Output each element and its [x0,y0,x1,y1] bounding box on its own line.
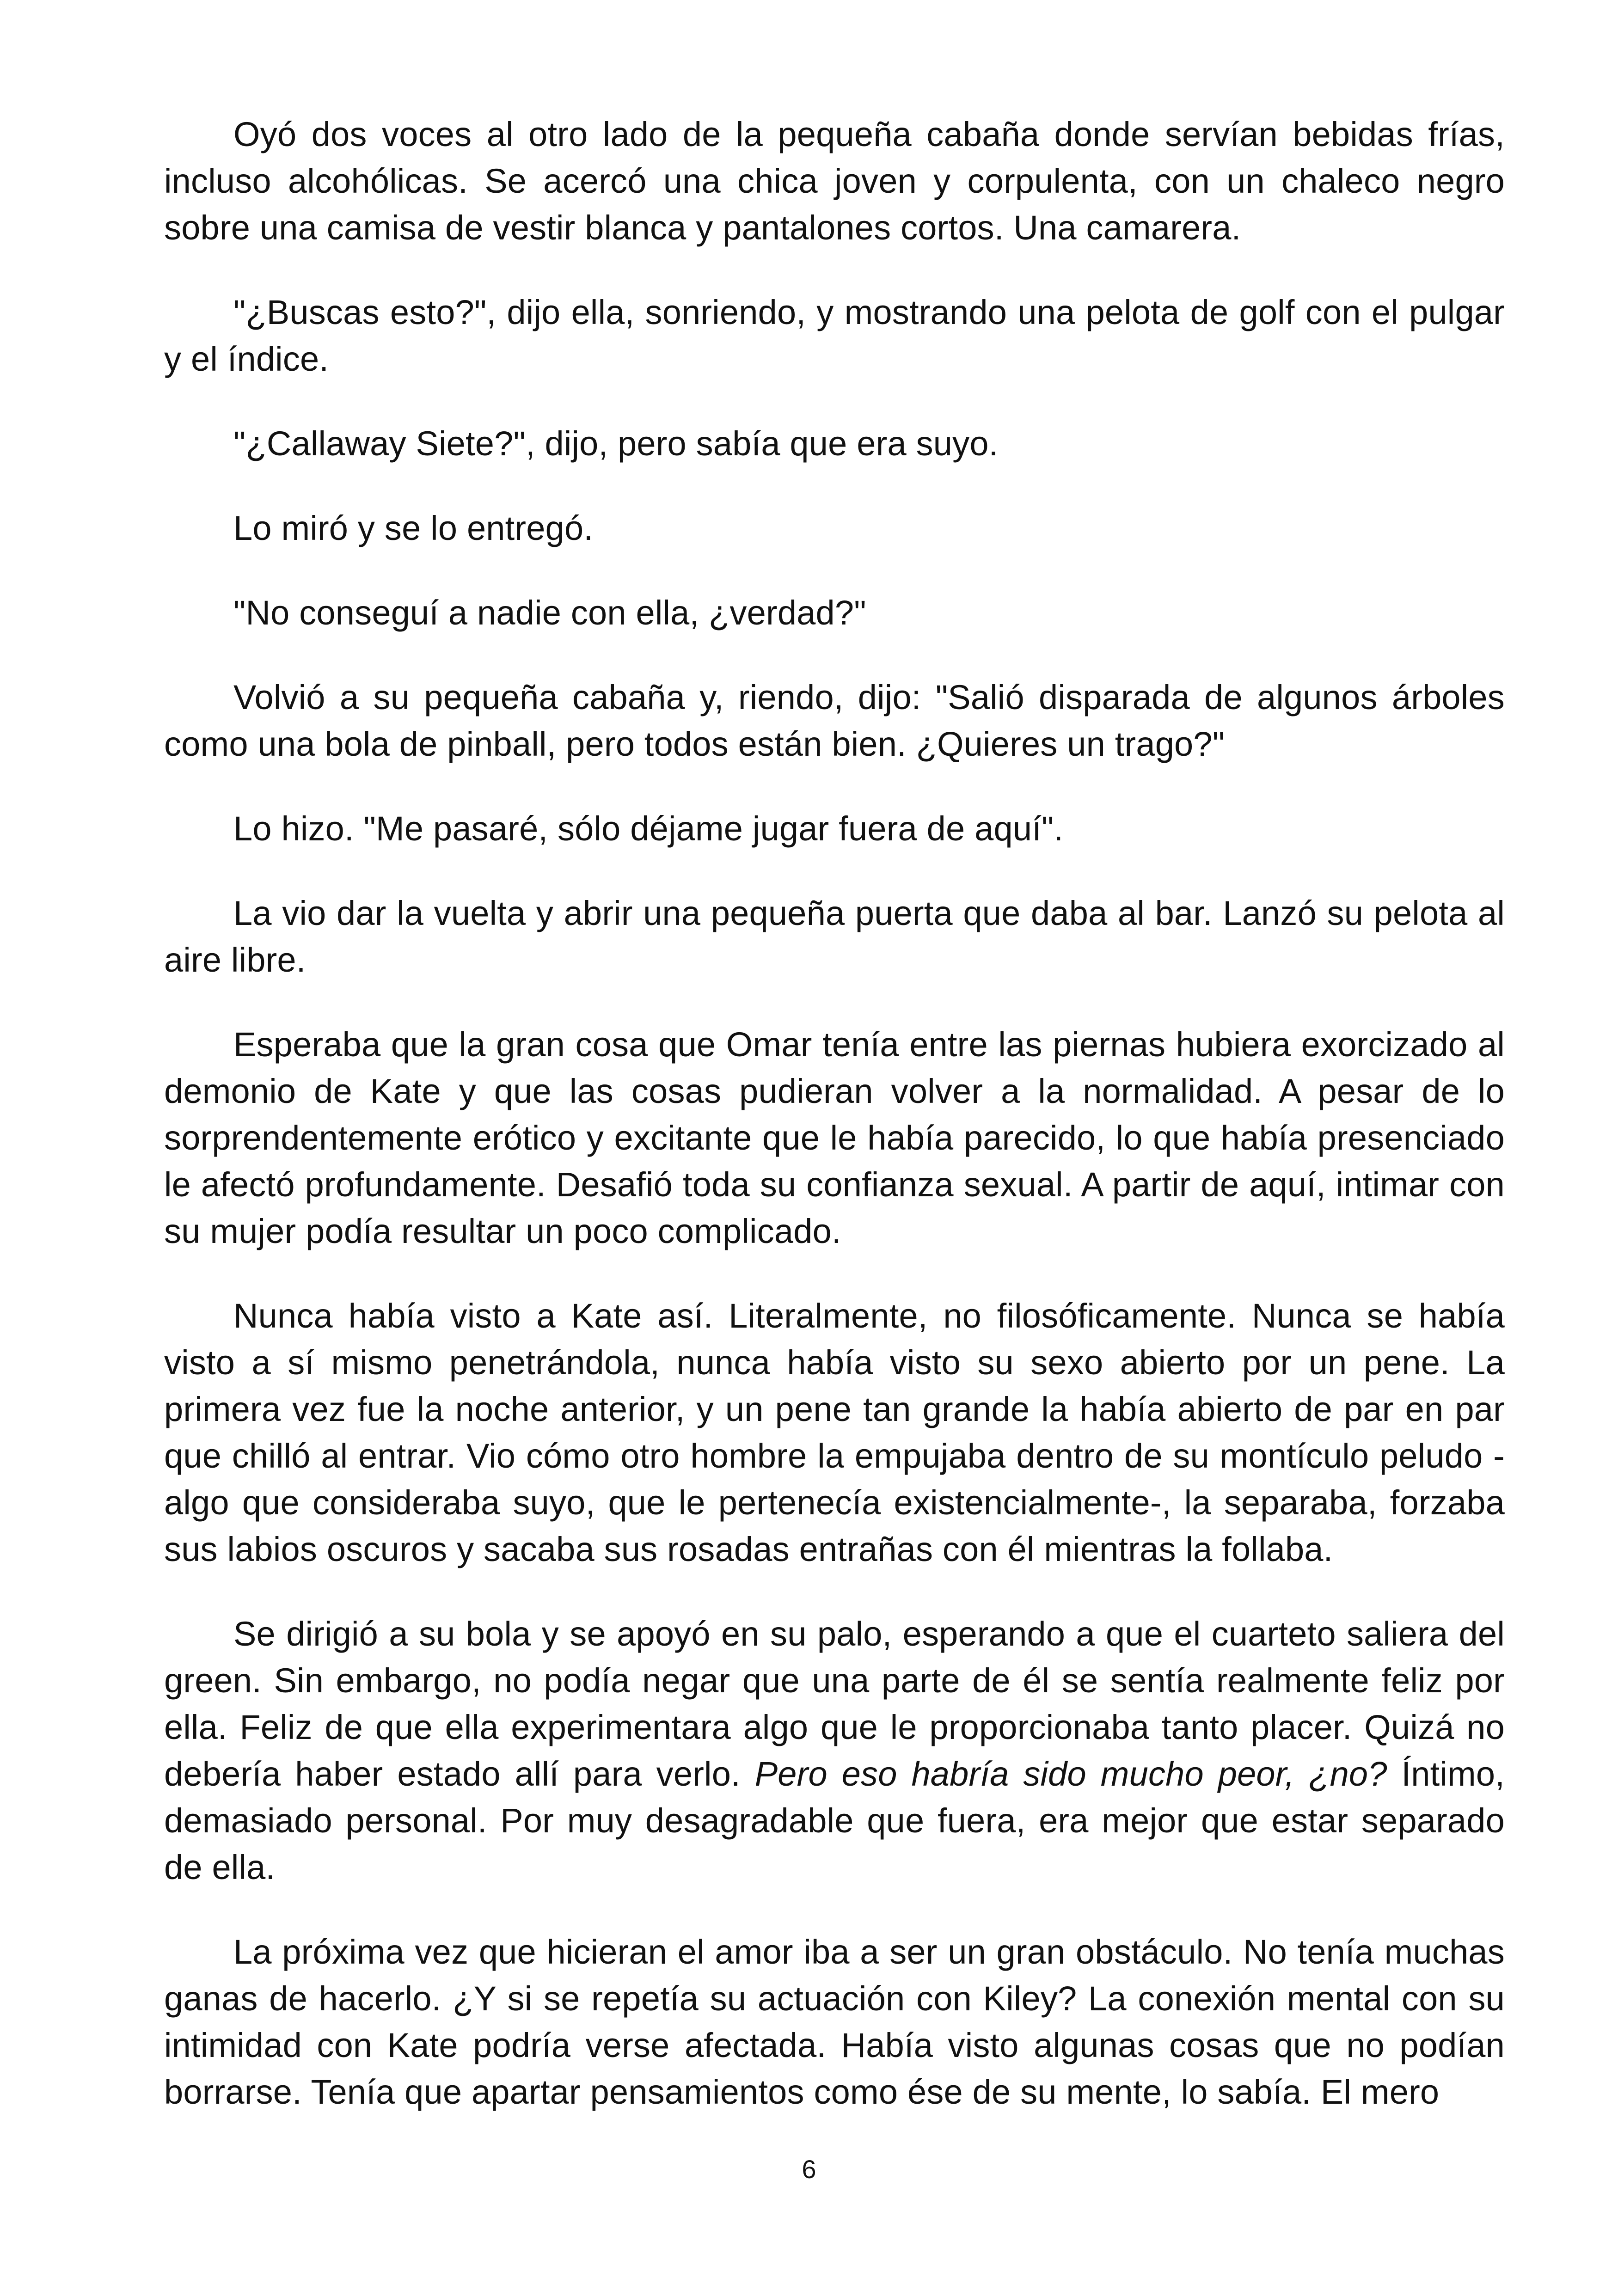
document-page [164,111,1505,2115]
paragraph-9: Esperaba que la gran cosa que Omar tenía entre las piernas hubiera exorcizado al demonio de Kate y que las cosas pudieran volver a la normalidad. A pesar de lo sorprendentemente erótico y excitante que le había parecido, lo que había presenciado le afectó profundamente. Desafió toda su confianza sexual. A partir de aquí, intimar con su mujer podía resultar un poco complicado. [164,1025,1505,1250]
paragraph-8: La vio dar la vuelta y abrir una pequeña puerta que daba al bar. Lanzó su pelota al aire libre. [164,894,1505,979]
paragraph-11-italic-text: Pero eso habría sido mucho peor, ¿no? [754,1755,1387,1793]
paragraph-4: Lo miró y se lo entregó. [233,509,594,547]
paragraph-11-text-before: Se dirigió a su bola y se apoyó en su palo, esperando a que el cuarteto saliera del green. Sin embargo, no podía negar que una parte de él se sentía realmente feliz por ella. Feliz de que ella experimentara algo que le proporcionaba tanto placer. Quizá no debería haber estado allí para verlo. [164,1615,1505,1793]
paragraph-3: "¿Callaway Siete?", dijo, pero sabía que era suyo. [233,424,999,463]
page-number: 6 [802,2155,816,2184]
paragraph-1: Oyó dos voces al otro lado de la pequeña cabaña donde servían bebidas frías, incluso alcohólicas. Se acercó una chica joven y corpulenta, con un chaleco negro sobre una camisa de vestir blanca y pantalones cortos. Una camarera. [164,115,1505,247]
paragraph-6: Volvió a su pequeña cabaña y, riendo, dijo: "Salió disparada de algunos árboles como una bola de pinball, pero todos están bien. ¿Quieres un trago?" [164,678,1505,763]
paragraph-12: La próxima vez que hicieran el amor iba a ser un gran obstáculo. No tenía muchas ganas de hacerlo. ¿Y si se repetía su actuación con Kiley? La conexión mental con su intimidad con Kate podría verse afectada. Había visto algunas cosas que no podían borrarse. Tenía que apartar pensamientos como ése de su mente, lo sabía. El mero [164,1933,1505,2111]
paragraph-5: "No conseguí a nadie con ella, ¿verdad?" [233,594,866,632]
paragraph-10: Nunca había visto a Kate así. Literalmente, no filosóficamente. Nunca se había visto a sí mismo penetrándola, nunca había visto su sexo abierto por un pene. La primera vez fue la noche anterior, y un pene tan grande la había abierto de par en par que chilló al entrar. Vio cómo otro hombre la empujaba dentro de su montículo peludo -algo que consideraba suyo, que le pertenecía existencialmente-, la separaba, forzaba sus labios oscuros y sacaba sus rosadas entrañas con él mientras la follaba. [164,1297,1505,1568]
paragraph-11 [164,1610,1505,1891]
paragraph-11-text-after: Íntimo, demasiado personal. Por muy desagradable que fuera, era mejor que estar separado de ella. [164,1755,1505,1886]
paragraph-7: Lo hizo. "Me pasaré, sólo déjame jugar fuera de aquí". [233,809,1064,848]
paragraph-2: "¿Buscas esto?", dijo ella, sonriendo, y mostrando una pelota de golf con el pulgar y el índice. [164,293,1505,378]
